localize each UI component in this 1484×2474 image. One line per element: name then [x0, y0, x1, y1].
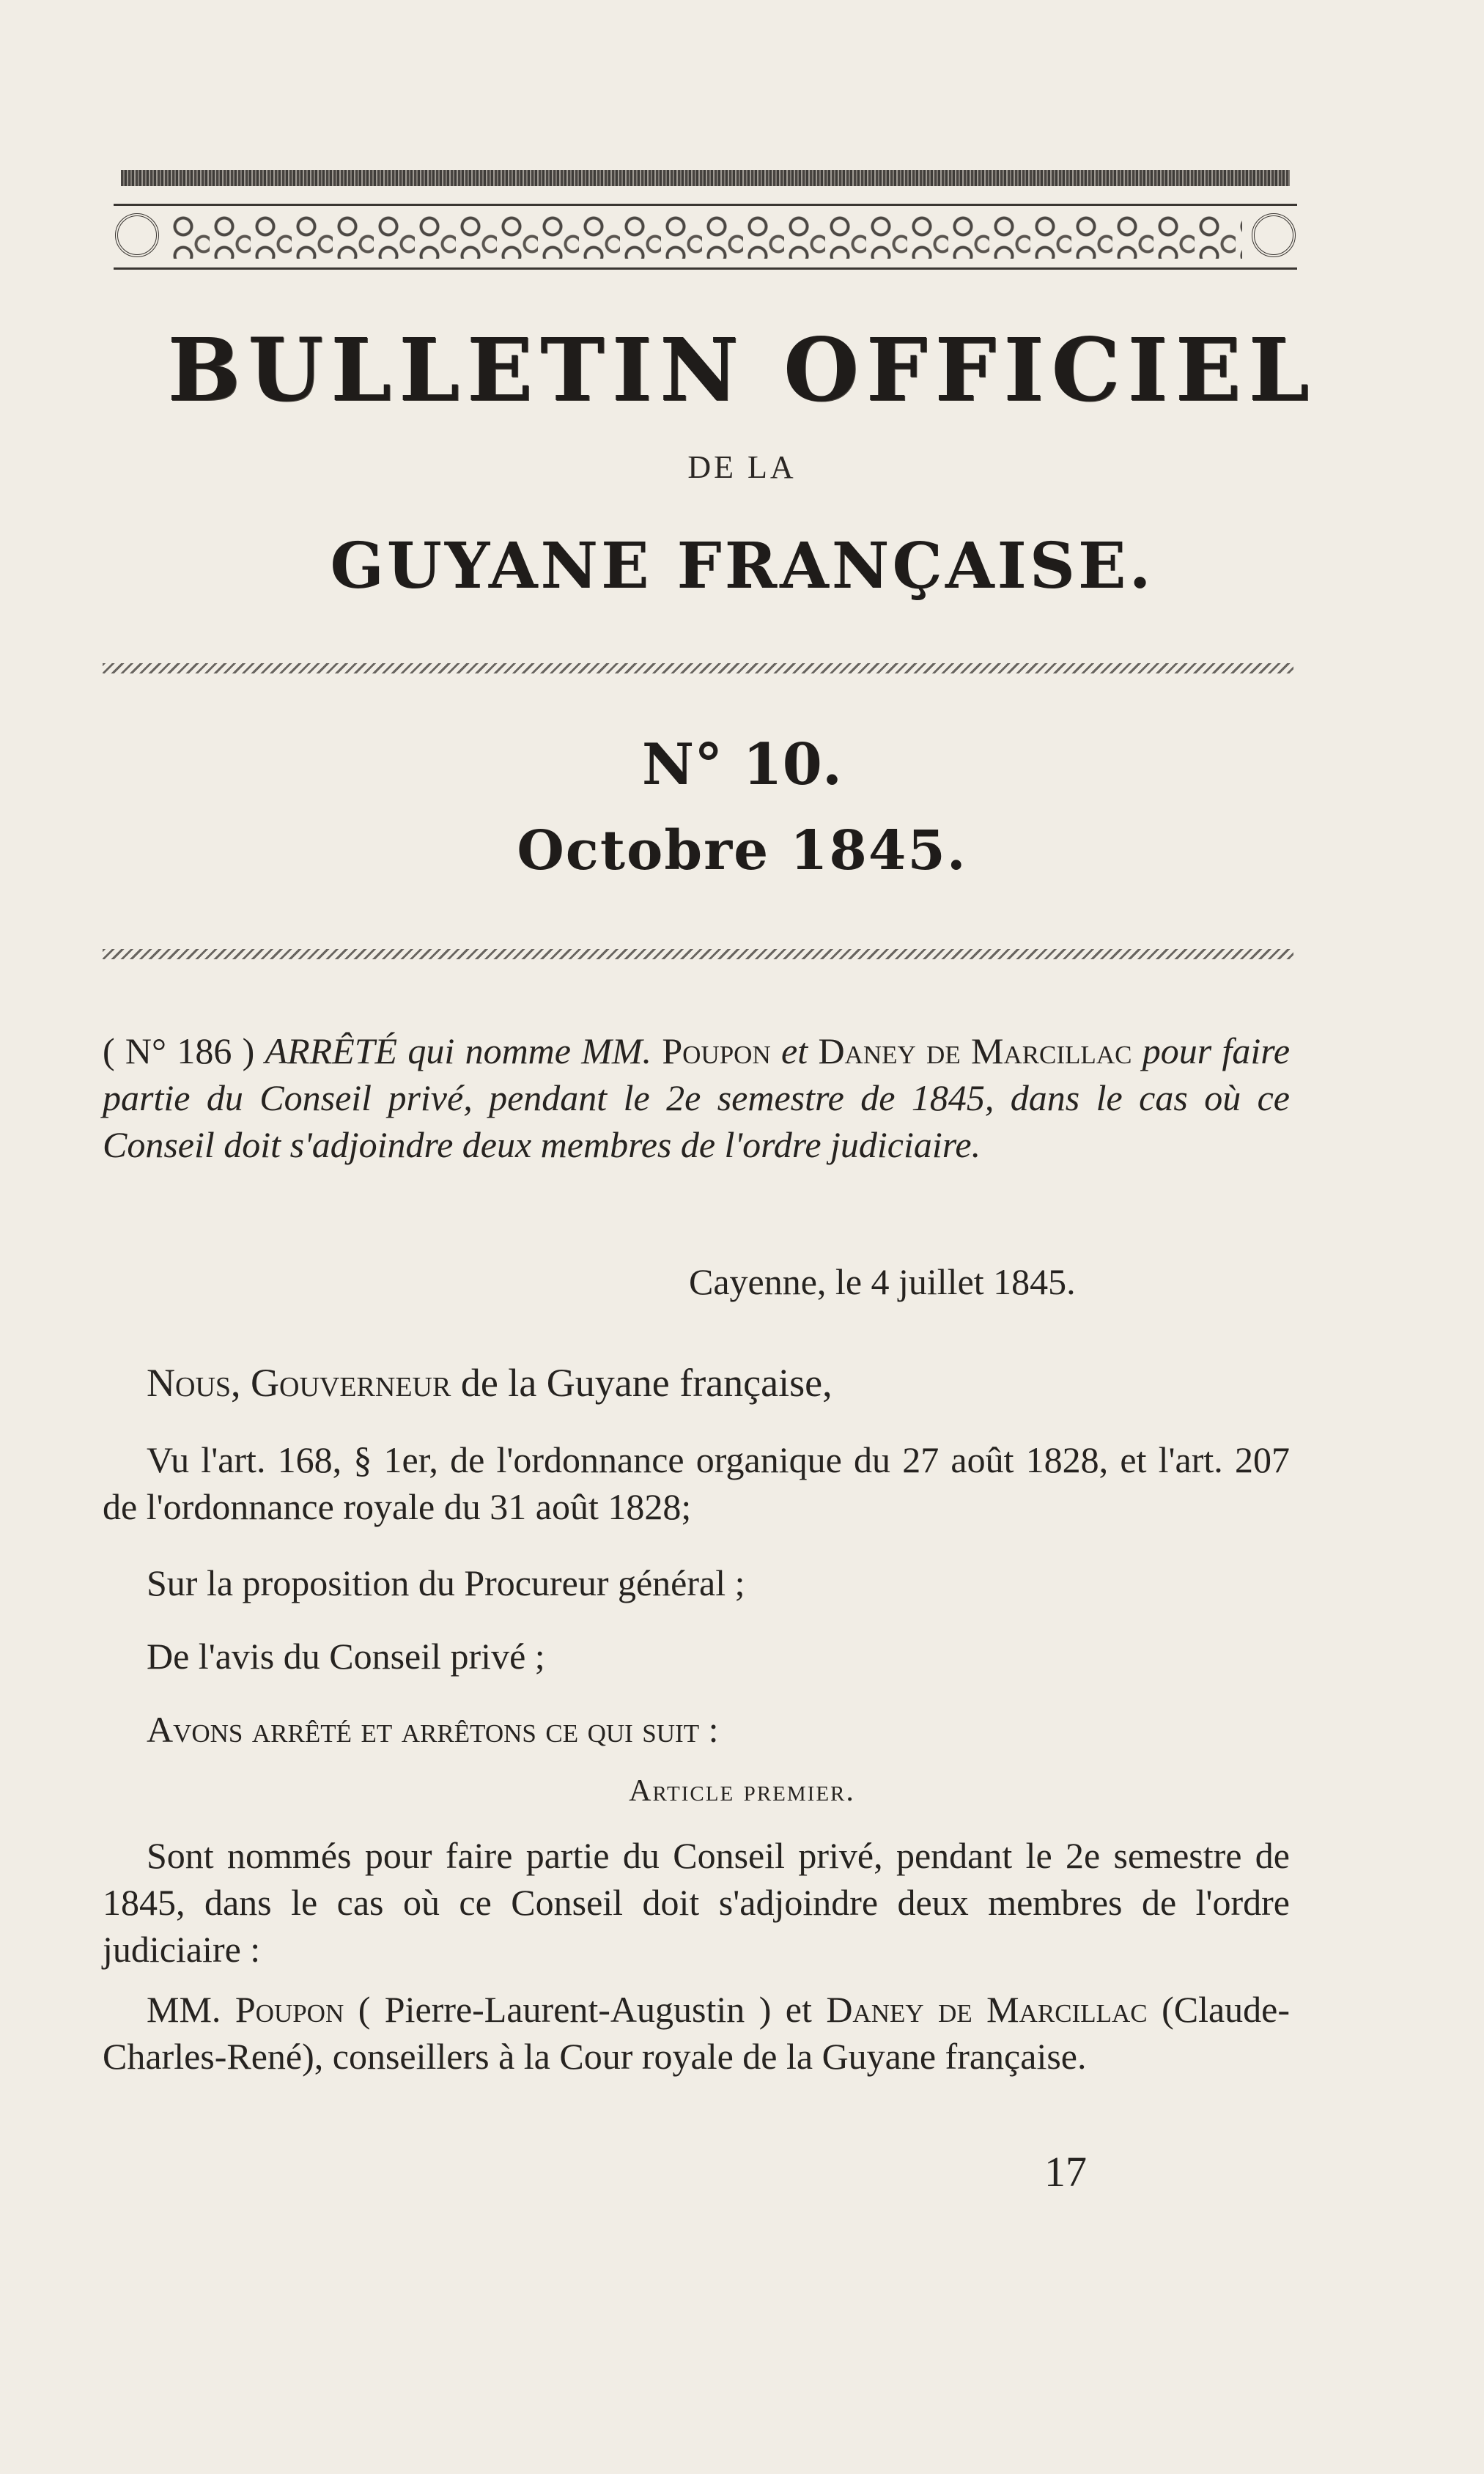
arrete-heading-et: et — [781, 1030, 808, 1071]
arrete-number: ( N° 186 ) — [103, 1030, 255, 1071]
mm-rest: (Claude-Charles-René), conseillers à la Cour royale de la Guyane française. — [103, 1989, 1291, 2077]
mm-paragraph — [103, 1986, 1290, 2080]
place-date: Cayenne, le 4 juillet 1845. — [689, 1261, 1076, 1302]
rosette-right-icon — [1252, 213, 1296, 257]
rosette-left-icon — [115, 213, 159, 257]
article-title: Article premier. — [629, 1774, 855, 1808]
bulletin-place: GUYANE FRANÇAISE. — [330, 529, 1154, 603]
mm-prefix: MM. — [147, 1989, 221, 2030]
arrete-word: ARRÊTÉ — [265, 1030, 398, 1071]
issue-number: N° 10. — [641, 731, 843, 798]
sur-paragraph — [103, 1559, 1290, 1606]
page-folio: 17 — [1044, 2148, 1087, 2196]
vu-text: Vu l'art. 168, § 1er, de l'ordonnance organique du 27 août 1828, et l'art. 207 de l'ordonnance royale du 31 août 1828; — [103, 1439, 1290, 1527]
arrete-heading-part2: pour faire partie du Conseil privé, pendant le 2e semestre de 1845, dans le cas où ce Conseil doit s'adjoindre deux membres de l'ordre judiciaire. — [103, 1030, 1291, 1165]
wavy-divider-bottom — [103, 949, 1293, 959]
nous-line — [103, 1359, 1290, 1406]
bulletin-subtitle: DE LA — [687, 449, 797, 485]
mm-name-1: Poupon — [235, 1989, 344, 2030]
nous-gouverneur: Nous, Gouverneur — [147, 1361, 451, 1405]
vu-paragraph — [103, 1436, 1290, 1530]
ornamental-rule-top — [121, 170, 1290, 186]
wavy-divider-top — [103, 663, 1293, 673]
arrete-heading-part1: qui nomme MM. — [407, 1030, 652, 1071]
sont-paragraph — [103, 1832, 1290, 1973]
avons-text: Avons arrêté et arrêtons ce qui suit : — [147, 1709, 719, 1750]
sur-text: Sur la proposition du Procureur général ; — [147, 1562, 745, 1603]
avons-paragraph — [103, 1706, 1290, 1753]
bulletin-title: BULLETIN OFFICIEL — [167, 319, 1317, 421]
arrete-name-1: Poupon — [662, 1030, 771, 1071]
ornamental-border-band — [114, 204, 1297, 270]
arrete-heading — [103, 1027, 1290, 1168]
mm-name-2: Daney de Marcillac — [826, 1989, 1148, 2030]
sont-text: Sont nommés pour faire partie du Conseil privé, pendant le 2e semestre de 1845, dans le cas où ce Conseil doit s'adjoindre deux membres de l'ordre judiciaire : — [103, 1835, 1290, 1970]
scroll-pattern — [169, 212, 1242, 259]
mm-mid: ( Pierre-Laurent-Augustin ) et — [358, 1989, 812, 2030]
avis-text: De l'avis du Conseil privé ; — [147, 1636, 545, 1677]
avis-paragraph — [103, 1633, 1290, 1680]
issue-date: Octobre 1845. — [517, 819, 967, 882]
nous-rest: de la Guyane française, — [460, 1361, 833, 1405]
arrete-name-2: Daney de Marcillac — [818, 1030, 1132, 1071]
